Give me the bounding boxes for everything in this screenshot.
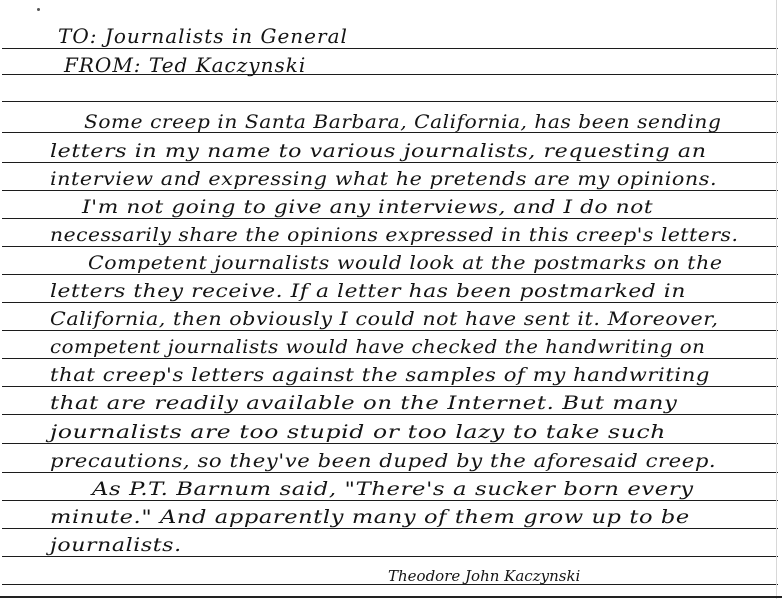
ruled-line [2, 48, 778, 49]
body-line: As P.T. Barnum said, "There's a sucker born every [92, 479, 694, 500]
from-line: FROM: Ted Kaczynski [64, 53, 307, 77]
paper-mark [37, 8, 40, 11]
body-line: I'm not going to give any interviews, and I do not [82, 197, 654, 218]
body-line: letters they receive. If a letter has been postmarked in [50, 281, 686, 302]
body-line: that creep's letters against the samples of my handwriting [50, 365, 711, 386]
body-line: Some creep in Santa Barbara, California, has been sending [84, 112, 722, 133]
page-bottom-edge [0, 596, 782, 598]
ruled-line [2, 101, 778, 102]
body-line: competent journalists would have checked the handwriting on [50, 337, 706, 358]
to-line: TO: Journalists in General [58, 24, 348, 48]
body-line: precautions, so they've been duped by the aforesaid creep. [50, 451, 717, 472]
body-line: interview and expressing what he pretends are my opinions. [50, 169, 718, 190]
body-line: journalists. [50, 535, 182, 556]
page-edge [776, 0, 777, 599]
body-line: letters in my name to various journalists, requesting an [50, 141, 707, 162]
body-line: that are readily available on the Internet. But many [50, 393, 678, 414]
body-line: journalists are too stupid or too lazy to take such [50, 422, 666, 443]
body-line: necessarily share the opinions expressed in this creep's letters. [50, 225, 739, 246]
body-line: California, then obviously I could not have sent it. Moreover, [50, 309, 719, 330]
body-line: minute." And apparently many of them grow up to be [50, 507, 690, 528]
signature: Theodore John Kaczynski [388, 567, 581, 585]
body-line: Competent journalists would look at the postmarks on the [88, 253, 723, 274]
